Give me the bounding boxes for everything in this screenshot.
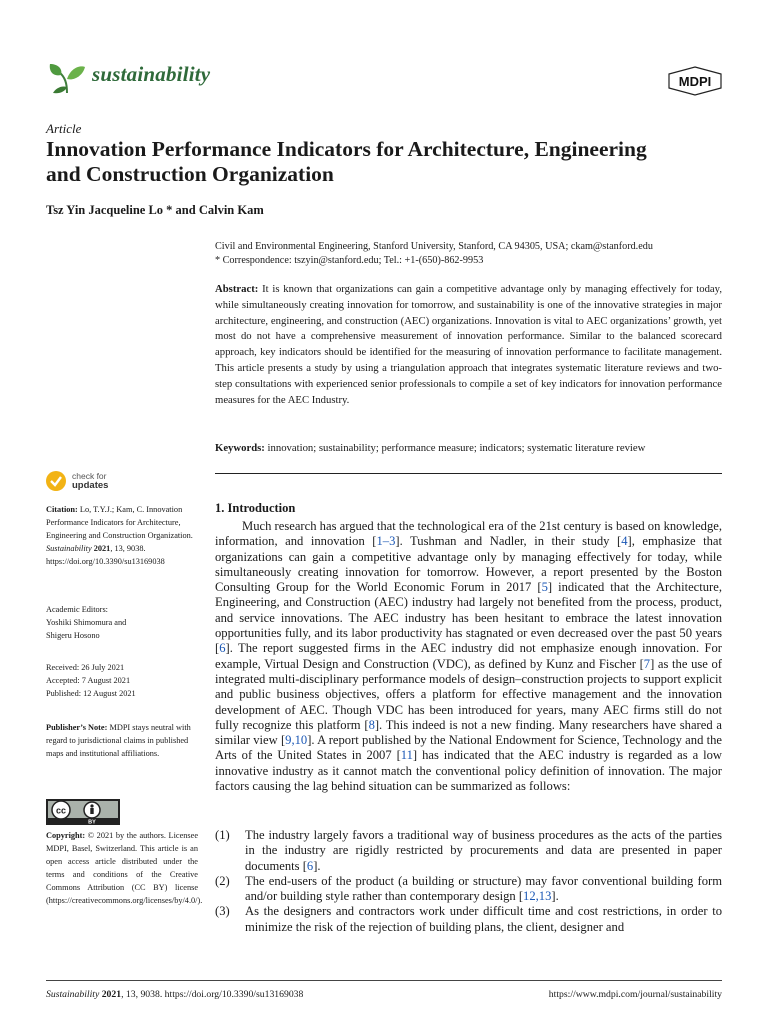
ref-link[interactable]: 6 xyxy=(219,641,226,656)
keywords xyxy=(215,441,722,456)
copyright-label: Copyright: xyxy=(46,831,86,840)
citation xyxy=(46,503,201,568)
ref-link[interactable]: 6 xyxy=(306,858,314,873)
editors-label: Academic Editors: xyxy=(46,605,108,614)
list-item xyxy=(215,904,722,935)
section-heading-introduction: 1. Introduction xyxy=(215,501,296,515)
ref-link[interactable]: 11 xyxy=(400,748,413,763)
footer-journal: Sustainability xyxy=(46,989,100,1000)
citation-year: 2021 xyxy=(93,544,111,553)
ref-link[interactable]: 5 xyxy=(541,580,548,595)
footer-citation xyxy=(46,989,303,1000)
correspondence: * Correspondence: tszyin@stanford.edu; Tel.: +1-(650)-862-9953 xyxy=(215,254,484,266)
keywords-text: innovation; sustainability; performance measure; indicators; systematic literature review xyxy=(267,442,646,454)
ref-link[interactable]: 4 xyxy=(621,534,628,549)
intro-text-6: ] as the use of integrated multi-disciplinary performance models of design–construction projects to support explicit and public business objectives, offers a platform for effective management and the innovation development of AEC. Though VDC has been introduced for years, many AEC firms still do not fully recognize this platform [ xyxy=(215,656,722,732)
article-type: Article xyxy=(46,121,82,136)
intro-text-7: ]. This indeed is not a new finding. Many researchers have shared a similar view [ xyxy=(215,717,722,748)
ref-link[interactable]: 9,10 xyxy=(285,733,308,748)
publisher-note-label: Publisher’s Note: xyxy=(46,723,108,732)
footer-journal-url[interactable]: https://www.mdpi.com/journal/sustainability xyxy=(548,989,722,1000)
citation-text: Lo, T.Y.J.; Kam, C. Innovation Performance Indicators for Architecture, Engineering and Construction Organization. xyxy=(46,505,193,540)
check-for-updates-badge[interactable] xyxy=(45,470,108,492)
ref-link[interactable]: 7 xyxy=(643,656,651,671)
list-item-text: ]. xyxy=(313,858,321,873)
article-title: Innovation Performance Indicators for Architecture, Engineering and Construction Organization xyxy=(46,137,647,186)
check-updates-line1: check for xyxy=(72,471,107,481)
mdpi-logo-icon xyxy=(667,66,723,96)
authors[interactable]: Tsz Yin Jacqueline Lo * and Calvin Kam xyxy=(46,203,264,217)
intro-text-2: ]. Tushman and Nadler, in their study [ xyxy=(395,534,622,549)
check-updates-line2: updates xyxy=(72,480,109,491)
intro-text-4: ] indicated that the Architecture, Engineering, and Construction (AEC) industry had largely not benefited from the process, product, and service innovations. The AEC industry has been hesitant to embrace the latest innovation opportunities fully, and its labor productivity has stagnated or even decreased over the past 50 years [ xyxy=(215,580,722,656)
list-item xyxy=(215,828,722,874)
keywords-label: Keywords: xyxy=(215,442,265,454)
mdpi-logo-text: MDPI xyxy=(678,74,712,89)
list-item-number: (1) xyxy=(215,828,230,842)
journal-leaf-logo-icon xyxy=(47,59,87,95)
intro-text-1: Much research has argued that the technological era of the 21st century is based on knowledge, information, and innovation [ xyxy=(215,519,722,549)
ref-link[interactable]: 12,13 xyxy=(523,889,552,904)
academic-editors xyxy=(46,603,201,642)
abstract-text: It is known that organizations can gain a competitive advantage only by managing effectively for today, while simultaneously creating innovation for tomorrow, and sustainability is one of the innovative strategies in major architecture, engineering, and construction (AEC) organizations. Innovation is vital to AEC organizations’ growth, yet most do not have a comprehensive measurement of innovation performance. Similar to the balanced scorecard approach, key indicators should be identified for the measuring of innovation performance to facilitate management. This article presents a study by using a triangulation approach that integrates systematic literature reviews and two-step consultations with experienced senior professionals to compile a set of key indicators for innovation performance measures for the AEC Industry. xyxy=(215,283,722,406)
list-item-text: The end-users of the product (a building or structure) may favor conventional building form and/or building style rather than contemporary design [ xyxy=(245,873,722,904)
list-item-text: The industry largely favors a traditional way of business procedures as the acts of the parties in the industry are rigidly restricted by procurements and data are presented in paper documents [ xyxy=(245,828,722,873)
svg-text:cc: cc xyxy=(55,805,67,816)
publisher-note-text: MDPI stays neutral with regard to jurisdictional claims in published maps and institutional affiliations. xyxy=(46,723,191,758)
citation-journal: Sustainability xyxy=(46,544,92,553)
list-item-text: ]. xyxy=(551,889,559,904)
abstract-label: Abstract: xyxy=(215,283,259,295)
published-date: Published: 12 August 2021 xyxy=(46,689,136,698)
citation-rest[interactable]: , 13, 9038. https://doi.org/10.3390/su13169038 xyxy=(46,544,165,566)
copyright-text: © 2021 by the authors. Licensee MDPI, Basel, Switzerland. This article is an open access article distributed under the terms and conditions of the Creative Commons Attribution (CC BY) license (https://creativecommons.org/licenses/by/4.0/). xyxy=(46,831,203,905)
dates xyxy=(46,661,201,700)
footer-divider xyxy=(46,980,722,981)
intro-text-9: ] has indicated that the AEC industry is regarded as a low innovative industry as it cannot match the conventional policy definition of innovation. The major factors causing the lag behind situation can be summarized as follows: xyxy=(215,748,723,794)
intro-text-3: ], emphasize that organizations can gain a competitive advantage only by managing effectively for today, while simultaneously creating innovation for tomorrow. However, a report presented by the Boston Consulting Group for the World Economic Forum in 2017 [ xyxy=(215,534,723,595)
copyright xyxy=(46,829,203,907)
cc-by-label: BY xyxy=(88,819,96,825)
accepted-date: Accepted: 7 August 2021 xyxy=(46,676,131,685)
check-updates-icon xyxy=(45,470,67,492)
keywords-divider xyxy=(215,473,722,474)
list-item xyxy=(215,874,722,905)
affiliation-block xyxy=(215,240,735,267)
citation-label: Citation: xyxy=(46,505,78,514)
intro-paragraph xyxy=(215,519,722,794)
editor-2: Shigeru Hosono xyxy=(46,631,100,640)
footer-year: 2021 xyxy=(101,989,122,1000)
factor-list xyxy=(215,828,722,935)
ref-link[interactable]: 1–3 xyxy=(376,534,396,549)
editor-1: Yoshiki Shimomura and xyxy=(46,618,127,627)
received-date: Received: 26 July 2021 xyxy=(46,663,125,672)
journal-name[interactable]: sustainability xyxy=(92,62,211,86)
footer-doi[interactable]: , 13, 9038. https://doi.org/10.3390/su13169038 xyxy=(121,989,304,1000)
mdpi-logo[interactable] xyxy=(667,66,723,101)
affiliation: Civil and Environmental Engineering, Stanford University, Stanford, CA 94305, USA; ckam@stanford.edu xyxy=(215,241,653,252)
intro-text-5: ]. The report suggested firms in the AEC industry did not emphasize enough innovation. For example, Virtual Design and Construction (VDC), as defined by Kunz and Fischer [ xyxy=(215,641,722,671)
ref-link[interactable]: 8 xyxy=(368,717,375,732)
list-item-number: (3) xyxy=(215,904,230,919)
list-item-text: As the designers and contractors work under difficult time and cost restrictions, in order to minimize the risk of the rejection of building plans, the client, designer and xyxy=(245,904,722,934)
cc-by-license-icon[interactable] xyxy=(46,799,120,825)
list-item-number: (2) xyxy=(215,873,230,888)
abstract xyxy=(215,282,722,408)
intro-text-8: ]. A report published by the National Endowment for Science, Technology and the Arts of the United States in 2007 [ xyxy=(215,733,722,763)
publisher-note xyxy=(46,721,201,760)
